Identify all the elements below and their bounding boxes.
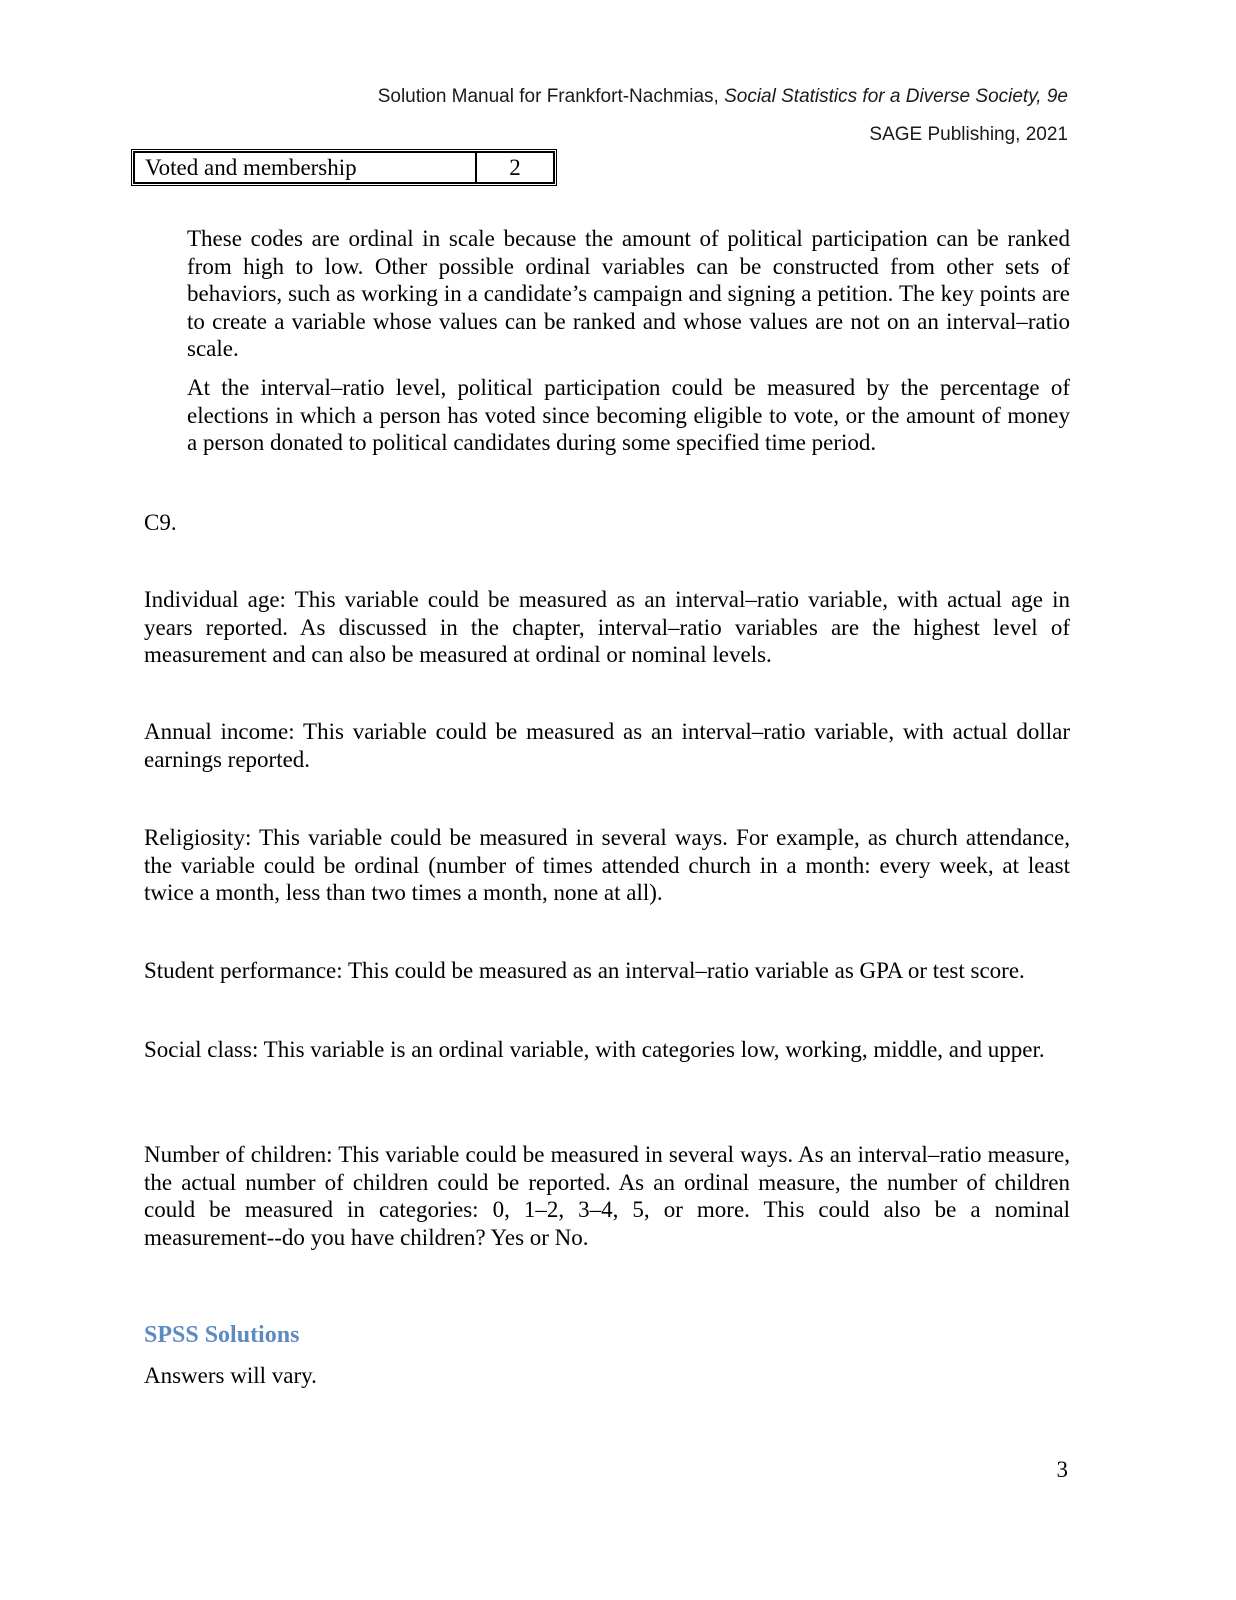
question-label-c9: C9. (144, 510, 177, 535)
header-prefix: Solution Manual for Frankfort-Nachmias, (377, 86, 725, 107)
spss-solutions-text: Answers will vary. (144, 1363, 317, 1388)
age-paragraph: Individual age: This variable could be measured as an interval–ratio variable, with actual age in years reported. As discussed in the chapter, interval–ratio variables are the highest level of measurement and can also be measured at ordinal or nominal levels. (144, 587, 1070, 667)
ordinal-paragraph: These codes are ordinal in scale because the amount of political participation can be ranked from high to low. Other possible ordinal variables can be constructed from other sets of behaviors, such as working in a candidate’s campaign and signing a petition. The key points are to create a variable whose values can be ranked and whose values are not on an interval–ratio scale. (187, 226, 1070, 361)
social-class-paragraph: Social class: This variable is an ordinal variable, with categories low, working, middle, and upper. (144, 1037, 1045, 1062)
children-paragraph: Number of children: This variable could be measured in several ways. As an interval–ratio measure, the actual number of children could be reported. As an ordinal measure, the number of children could be measured in categories: 0, 1–2, 3–4, 5, or more. This could also be a nominal measurement--do you have children? Yes or No. (144, 1142, 1070, 1250)
page-number: 3 (1056, 1457, 1068, 1482)
header-book-title: Social Statistics for a Diverse Society, 9e (724, 86, 1068, 107)
interval-ratio-paragraph: At the interval–ratio level, political participation could be measured by the percentage of elections in which a person has voted since becoming eligible to vote, or the amount of money a person donated to political candidates during some specified time period. (187, 375, 1070, 455)
running-header-title (378, 86, 1068, 108)
spss-solutions-heading: SPSS Solutions (144, 1322, 300, 1348)
table-cell-value: 2 (476, 152, 554, 183)
running-header-publisher: SAGE Publishing, 2021 (869, 124, 1068, 145)
table-cell-label: Voted and membership (134, 152, 476, 183)
codes-table (131, 149, 557, 186)
performance-paragraph: Student performance: This could be measured as an interval–ratio variable as GPA or test score. (144, 958, 1025, 983)
table-row (134, 152, 554, 183)
religiosity-paragraph: Religiosity: This variable could be measured in several ways. For example, as church attendance, the variable could be ordinal (number of times attended church in a month: every week, at least twice a month, less than two times a month, none at all). (144, 825, 1070, 905)
income-paragraph: Annual income: This variable could be measured as an interval–ratio variable, with actual dollar earnings reported. (144, 719, 1070, 772)
